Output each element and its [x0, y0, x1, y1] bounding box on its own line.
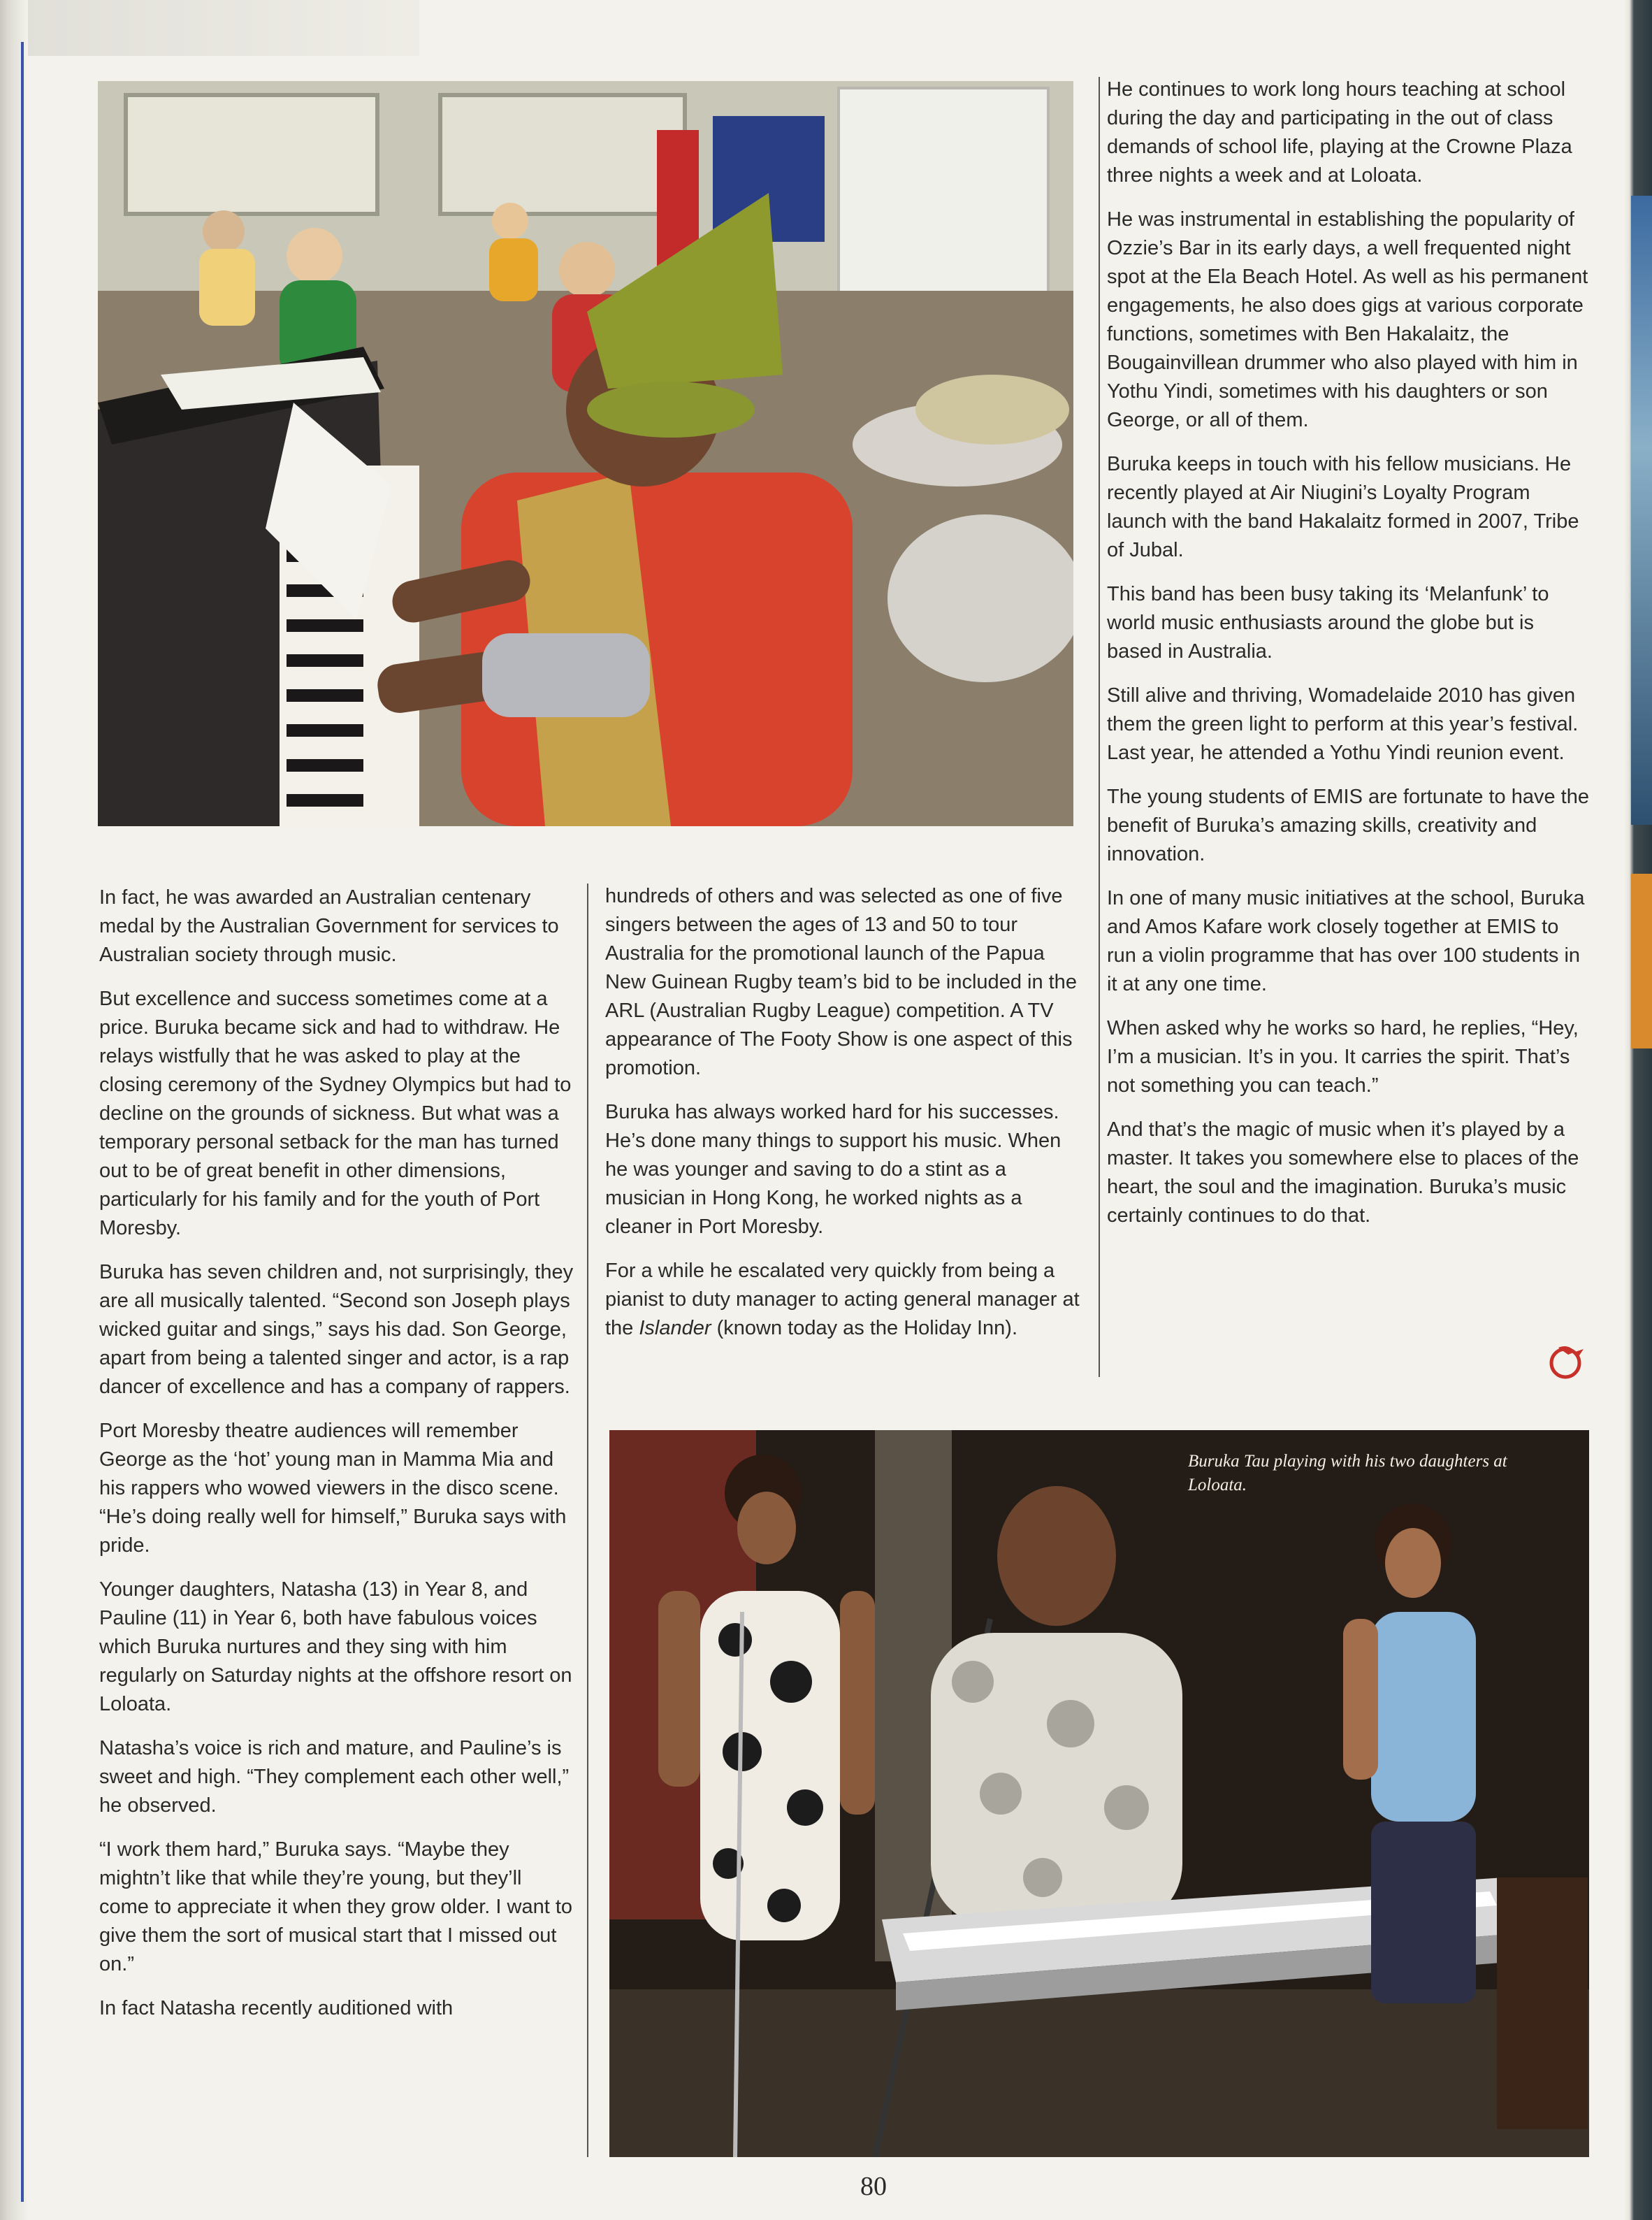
- paragraph: Natasha’s voice is rich and mature, and Pauline’s is sweet and high. “They complement each other well,” he observed.: [99, 1737, 570, 1817]
- paragraph: “I work them hard,” Buruka says. “Maybe they mightn’t like that while they’re young, but they’ll come to appreciate it when they grow older. I want to give them the sort of musical start that I missed out on.”: [99, 1838, 573, 1975]
- paragraph: hundreds of others and was selected as one of five singers between the ages of 13 and 50 to tour Australia for the promotional launch of the Papua New Guinean Rugby team’s bid to be included in the ARL (Australian Rugby League) competition. A TV appearance of The Footy Show is one aspect of this promotion.: [605, 885, 1077, 1079]
- paragraph: Buruka has seven children and, not surprisingly, they are all musically talented. “Second son Joseph plays wicked guitar and sings,” says his dad. Son George, apart from being a talented singer and actor, is a rap dancer of excellence and has a company of rappers.: [99, 1261, 574, 1398]
- text-column-middle: [605, 882, 1080, 1358]
- paragraph: In one of many music initiatives at the school, Buruka and Amos Kafare work closely together at EMIS to run a violin programme that has over 100 students in it at any one time.: [1107, 887, 1585, 995]
- photo-performance: [609, 1430, 1589, 2157]
- italic-text: Islander: [639, 1317, 711, 1339]
- paragraph: [605, 1257, 1080, 1343]
- paragraph: He continues to work long hours teaching at school during the day and participating in the out of class demands of school life, playing at the Crowne Plaza three nights a week and at Loloata.: [1107, 78, 1572, 187]
- paragraph: In fact Natasha recently auditioned with: [99, 1997, 454, 2019]
- photo-piano-classroom: [98, 81, 1073, 826]
- paragraph: Younger daughters, Natasha (13) in Year 8, and Pauline (11) in Year 6, both have fabulous voices which Buruka nurtures and they sing with him regularly on Saturday nights at the offshore resort on Loloata.: [99, 1578, 572, 1715]
- page-number: 80: [860, 2172, 887, 2201]
- paragraph: Still alive and thriving, Womadelaide 2010 has given them the green light to perform at this year’s festival. Last year, he attended a Yothu Yindi reunion event.: [1107, 684, 1579, 764]
- paragraph: But excellence and success sometimes come at a price. Buruka became sick and had to withdraw. He relays wistfully that he was asked to play at the closing ceremony of the Sydney Olympics but had to decline on the grounds of sickness. But what was a temporary personal setback for the man has turned out to be of great benefit in other dimensions, particularly for his family and for the youth of Port Moresby.: [99, 988, 572, 1239]
- paragraph: When asked why he works so hard, he replies, “Hey, I’m a musician. It’s in you. It carries the spirit. That’s not something you can teach.”: [1107, 1017, 1579, 1097]
- paragraph: This band has been busy taking its ‘Melanfunk’ to world music enthusiasts around the globe but is based in Australia.: [1107, 583, 1549, 663]
- left-page-edge: [0, 0, 28, 2220]
- text-column-left: [99, 884, 574, 2038]
- adjacent-page-blue-strip: [1631, 196, 1652, 825]
- paragraph: He was instrumental in establishing the popularity of Ozzie’s Bar in its early days, a well frequented night spot at the Ela Beach Hotel. As well as his permanent engagements, he also does gigs at various corporate functions, sometimes with Ben Hakalaitz, the Bougainvillean drummer who also played with him in Yothu Yindi, sometimes with his daughters or son George, or all of them.: [1107, 208, 1588, 431]
- page-header-strip: [0, 0, 419, 56]
- paragraph: The young students of EMIS are fortunate to have the benefit of Buruka’s amazing skills, creativity and innovation.: [1107, 786, 1589, 865]
- column-divider: [587, 884, 588, 2157]
- left-binding-line: [21, 42, 24, 2202]
- column-divider: [1099, 77, 1100, 1377]
- paragraph: In fact, he was awarded an Australian centenary medal by the Australian Government for services to Australian society through music.: [99, 886, 559, 966]
- photo-performance-illustration: [609, 1430, 1589, 2157]
- photo-piano-classroom-illustration: [98, 81, 1073, 826]
- right-page-edge: [1624, 0, 1652, 2220]
- paragraph-text: (known today as the Holiday Inn).: [711, 1317, 1018, 1339]
- paragraph: Buruka keeps in touch with his fellow musicians. He recently played at Air Niugini’s Loyalty Program launch with the band Hakalaitz formed in 2007, Tribe of Jubal.: [1107, 453, 1579, 561]
- paragraph: And that’s the magic of music when it’s played by a master. It takes you somewhere else to places of the heart, the soul and the imagination. Buruka’s music certainly continues to do that.: [1107, 1118, 1579, 1227]
- article-end-bird-icon: [1544, 1339, 1586, 1381]
- paragraph: Port Moresby theatre audiences will remember George as the ‘hot’ young man in Mamma Mia and his rappers who wowed viewers in the disco scene. “He’s doing really well for himself,” Buruka says with pride.: [99, 1420, 567, 1557]
- adjacent-page-orange-strip: [1631, 874, 1652, 1048]
- paragraph: Buruka has always worked hard for his successes. He’s done many things to support his music. When he was younger and saving to do a stint as a musician in Hong Kong, he worked nights as a cleaner in Port Moresby.: [605, 1101, 1062, 1238]
- text-column-right: [1107, 75, 1589, 1246]
- photo-caption: Buruka Tau playing with his two daughters at Loloata.: [1188, 1452, 1507, 1494]
- paragraph-text: For a while he escalated very quickly from being a pianist to duty manager to acting general manager at the: [605, 1260, 1080, 1339]
